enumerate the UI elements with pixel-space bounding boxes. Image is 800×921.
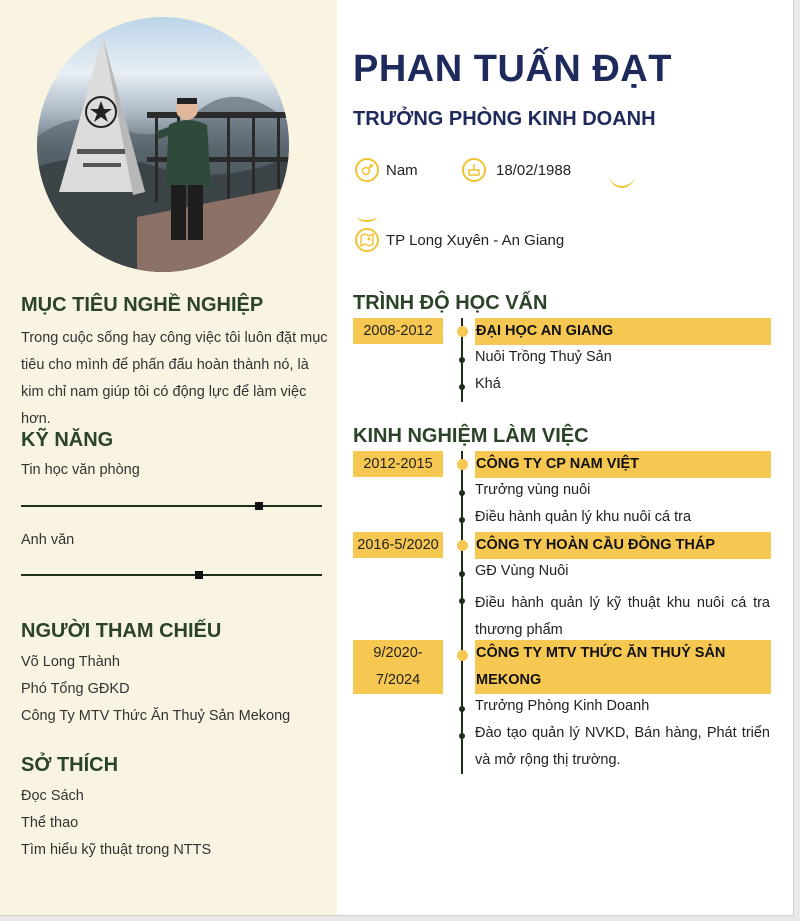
job-detail: Trưởng Phòng Kinh Doanh	[475, 698, 650, 714]
job-period-start: 9/2020-	[373, 645, 423, 661]
reference-company: Công Ty MTV Thức Ăn Thuỷ Sản Mekong	[21, 708, 291, 724]
timeline-marker	[457, 459, 468, 470]
skills-heading: KỸ NĂNG	[21, 429, 114, 451]
phone-icon	[609, 160, 635, 188]
job-detail: GĐ Vùng Nuôi	[475, 563, 569, 579]
timeline-bullet	[459, 384, 465, 390]
timeline-bullet	[459, 357, 465, 363]
reference-position: Phó Tổng GĐKD	[21, 681, 130, 697]
job-detail: và mở rộng thị trường.	[475, 752, 621, 768]
hobbies-heading: SỞ THÍCH	[21, 754, 119, 776]
reference-name: Võ Long Thành	[21, 654, 120, 670]
skill-bar	[21, 574, 322, 576]
timeline-bullet	[459, 733, 465, 739]
job-company-line: CÔNG TY MTV THỨC ĂN THUỶ SẢN	[476, 645, 726, 661]
job-company: CÔNG TY HOÀN CẦU ĐỒNG THÁP	[475, 532, 771, 559]
candidate-name: PHAN TUẤN ĐẠT	[353, 48, 672, 90]
job-detail: Điều hành quản lý kỹ thuật khu nuôi cá tra thương phẩm	[475, 595, 770, 638]
profile-photo	[37, 17, 289, 272]
job-detail: Điều hành quản lý khu nuôi cá tra	[475, 509, 692, 525]
gender-icon	[355, 158, 379, 182]
candidate-title: TRƯỞNG PHÒNG KINH DOANH	[353, 108, 656, 130]
hobby-item: Thể thao	[21, 815, 79, 831]
job-company	[475, 640, 771, 694]
job-period-end: 7/2024	[375, 672, 421, 688]
timeline-bullet	[459, 706, 465, 712]
job-company: CÔNG TY CP NAM VIỆT	[475, 451, 771, 478]
references-heading: NGƯỜI THAM CHIẾU	[21, 620, 222, 642]
experience-timeline	[461, 451, 463, 774]
email-icon	[357, 210, 377, 222]
education-major: Nuôi Trồng Thuỷ Sản	[475, 349, 612, 365]
job-period: 2016-5/2020	[353, 532, 443, 558]
timeline-bullet	[459, 598, 465, 604]
skill-name: Tin học văn phòng	[21, 462, 140, 478]
skill-bar	[21, 505, 322, 507]
timeline-marker	[457, 650, 468, 661]
hobby-item: Đọc Sách	[21, 788, 84, 804]
education-grade: Khá	[475, 376, 501, 392]
timeline-bullet	[459, 490, 465, 496]
sidebar	[0, 0, 337, 915]
objective-heading: MỤC TIÊU NGHỀ NGHIỆP	[21, 294, 264, 316]
map-icon	[355, 228, 379, 252]
birthday-cake-icon	[462, 158, 486, 182]
timeline-marker	[457, 326, 468, 337]
job-company-line: MEKONG	[476, 672, 542, 688]
gender-value: Nam	[386, 162, 418, 179]
hobby-item: Tìm hiểu kỹ thuật trong NTTS	[21, 842, 212, 858]
experience-heading: KINH NGHIỆM LÀM VIỆC	[353, 425, 589, 447]
job-period: 2012-2015	[353, 451, 443, 477]
timeline-bullet	[459, 571, 465, 577]
timeline-bullet	[459, 517, 465, 523]
skill-level-marker	[255, 502, 263, 510]
education-school: ĐẠI HỌC AN GIANG	[475, 318, 771, 345]
objective-text: Trong cuộc sống hay công việc tôi luôn đặt mục tiêu cho mình để phấn đấu hoàn thành nó, là kim chỉ nam giúp tôi có động lực để làm việc hơn.	[21, 330, 328, 427]
job-detail: Đào tạo quản lý NVKD, Bán hàng, Phát triển	[475, 725, 770, 741]
timeline-marker	[457, 540, 468, 551]
job-detail: Trưởng vùng nuôi	[475, 482, 591, 498]
education-heading: TRÌNH ĐỘ HỌC VẤN	[353, 292, 548, 314]
job-period	[353, 640, 443, 694]
education-period: 2008-2012	[353, 318, 443, 344]
address-value: TP Long Xuyên - An Giang	[386, 232, 565, 249]
skill-level-marker	[195, 571, 203, 579]
skill-name: Anh văn	[21, 532, 75, 548]
birthdate-value: 18/02/1988	[496, 162, 572, 179]
